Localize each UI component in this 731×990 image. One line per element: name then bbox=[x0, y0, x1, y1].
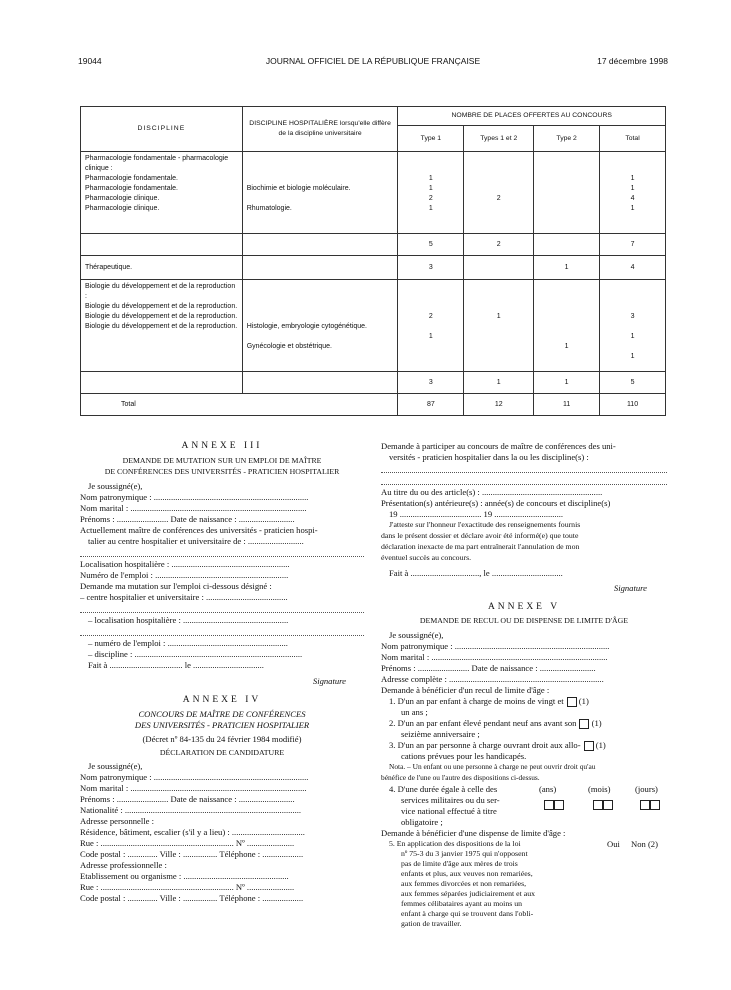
field-label: talier au centre hospitalier et universitaire de : bbox=[88, 536, 246, 546]
item-4-line-d: obligatoire ; bbox=[401, 817, 443, 827]
nota-line-2: bénéfice de l'une ou l'autre des dispositions ci-dessus. bbox=[381, 773, 540, 782]
demande-recul-label: Demande à bénéficier d'un recul de limite d'âge : bbox=[381, 685, 550, 695]
item-2-checkbox[interactable] bbox=[579, 719, 589, 729]
footnote-mark: (1) bbox=[595, 740, 606, 750]
item-5 bbox=[381, 839, 667, 929]
g1-discipline: Pharmacologie fondamentale - pharmacologie clinique : Pharmacologie fondamentale. Pharmacologie fondamentale. Pharmacologie clinique. Pharmacologie clinique. bbox=[81, 152, 243, 234]
field-label: Nº bbox=[235, 838, 245, 848]
field-label: 19 bbox=[483, 509, 493, 519]
a5-heading: DEMANDE DE RECUL OU DE DISPENSE DE LIMITE D'ÂGE bbox=[419, 616, 629, 625]
field-label: Prénoms : bbox=[381, 663, 416, 673]
field-label: Ville : bbox=[159, 849, 181, 859]
col-hospitaliere: DISCIPLINE HOSPITALIÈRE lorsqu'elle diffère de la discipline universitaire bbox=[242, 107, 398, 152]
journal-title: JOURNAL OFFICIEL DE LA RÉPUBLIQUE FRANÇAISE bbox=[265, 56, 481, 66]
atteste-line-2: dans le présent dossier et déclare avoir été informé(e) que toute bbox=[381, 531, 579, 540]
loc-hosp-field[interactable]: – localisation hospitalière : ................................................. bbox=[88, 615, 289, 625]
item-5-line-g: femmes célibataires ayant au moins un bbox=[401, 899, 523, 908]
field-label: – numéro de l'emploi : bbox=[88, 638, 166, 648]
a4-heading-1: CONCOURS DE MAÎTRE DE CONFÉRENCES bbox=[138, 709, 306, 719]
annexe-5-title: ANNEXE V bbox=[487, 602, 561, 612]
g1-types12: 2 bbox=[464, 152, 534, 234]
atteste-line-4: éventuel succès au concours. bbox=[381, 553, 472, 562]
digit-box[interactable] bbox=[650, 800, 660, 810]
item-5-line-h: enfant à charge qui se trouvent dans l'obli- bbox=[401, 909, 534, 918]
field-label: – centre hospitalier et universitaire : bbox=[80, 592, 204, 602]
total-types12: 12 bbox=[464, 394, 534, 416]
soussigne-label: Je soussigné(e), bbox=[389, 630, 444, 640]
item-5-line-f: aux femmes séparées judiciairement et aux bbox=[401, 889, 536, 898]
presentation-label: Présentation(s) antérieure(s) : année(s) de concours et discipline(s) bbox=[381, 498, 611, 508]
ans-label: (ans) bbox=[539, 784, 557, 794]
field-label: 19 bbox=[389, 509, 398, 519]
field-label: Date de naissance : bbox=[170, 514, 237, 524]
a4-heading-2: DES UNIVERSITÉS - PRATICIEN HOSPITALIER bbox=[134, 720, 310, 730]
jours-label: (jours) bbox=[635, 784, 658, 794]
field-label: – localisation hospitalière : bbox=[88, 615, 181, 625]
field-label: Fait à bbox=[389, 568, 409, 578]
item-5-line-d: enfants et plus, aux veuves non remariées, bbox=[401, 869, 533, 878]
digit-box[interactable] bbox=[554, 800, 564, 810]
signature-label: Signature bbox=[613, 583, 647, 593]
blank-line[interactable] bbox=[381, 463, 667, 473]
nom-patronymique-field[interactable]: Nom patronymique : ........................................................................ bbox=[80, 492, 309, 502]
col-type1: Type 1 bbox=[398, 126, 464, 152]
field-label: Adresse complète : bbox=[381, 674, 447, 684]
code-postal-field[interactable]: Code postal : .............. Ville : ................ Téléphone : ................... bbox=[80, 849, 304, 859]
item-4-line-c: vice national effectué à titre bbox=[401, 806, 497, 816]
field-label: le bbox=[184, 660, 191, 670]
atteste-line-3: déclaration inexacte de ma part entraînerait l'annulation de mon bbox=[381, 542, 580, 551]
digit-box[interactable] bbox=[544, 800, 554, 810]
field-label: – discipline : bbox=[88, 649, 133, 659]
g1-hosp: Biochimie et biologie moléculaire. Rhumatologie. bbox=[242, 152, 398, 234]
item-5-line-b: nº 75-3 du 3 janvier 1975 qui n'opposent bbox=[401, 849, 528, 858]
g3-discipline: Biologie du développement et de la reproduction : Biologie du développement et de la reproduction. Biologie du développement et de la reproduction. Biologie du développement et de la reproduction. bbox=[81, 280, 243, 372]
field-label: Ville : bbox=[159, 893, 181, 903]
item-4 bbox=[381, 784, 667, 828]
col-total: Total bbox=[600, 126, 666, 152]
field-label: Prénoms : bbox=[80, 794, 115, 804]
col-types12: Types 1 et 2 bbox=[464, 126, 534, 152]
adresse-pro-label: Adresse professionnelle : bbox=[80, 860, 167, 870]
a4-nom-marital-field[interactable]: Nom marital : .................................................................................. bbox=[80, 783, 307, 793]
g1-type1: 1 1 2 1 bbox=[398, 152, 464, 234]
a4-nom-patronymique-field[interactable]: Nom patronymique : ........................................................................ bbox=[80, 772, 309, 782]
total-label: Total bbox=[81, 394, 398, 416]
blank-line[interactable] bbox=[80, 547, 364, 557]
item-4-line-b: services militaires ou du ser- bbox=[401, 795, 500, 805]
item-1-cont: un ans ; bbox=[401, 707, 428, 717]
nationalite-field[interactable]: Nationalité : .................................................................................. bbox=[80, 805, 302, 815]
a5-adresse-field[interactable]: Adresse complète : ........................................................................ bbox=[381, 674, 604, 684]
localisation-field[interactable]: Localisation hospitalière : ....................................................... bbox=[80, 559, 290, 569]
nota-line-1: Nota. – Un enfant ou une personne à charge ne peut ouvrir droit qu'au bbox=[389, 762, 596, 771]
g1-sub-type1: 5 bbox=[398, 234, 464, 256]
field-label: Date de naissance : bbox=[471, 663, 538, 673]
g1-sub-types12: 2 bbox=[464, 234, 534, 256]
field-label: Résidence, bâtiment, escalier (s'il y a lieu) : bbox=[80, 827, 230, 837]
soussigne-label: Je soussigné(e), bbox=[88, 761, 143, 771]
total-type2: 11 bbox=[534, 394, 600, 416]
field-label: Nº bbox=[235, 882, 245, 892]
titre-article-field[interactable]: Au titre du ou des article(s) : ........................................................ bbox=[381, 487, 603, 497]
a5-nom-marital-field[interactable]: Nom marital : .................................................................................. bbox=[381, 652, 608, 662]
page-header bbox=[78, 56, 668, 70]
col-type2: Type 2 bbox=[534, 126, 600, 152]
field-label: Date de naissance : bbox=[170, 794, 237, 804]
prenoms-field[interactable]: Prénoms : ........................ Date de naissance : .......................... bbox=[80, 514, 295, 524]
g1-total: 1 1 4 1 bbox=[600, 152, 666, 234]
g3-total: 3 1 1 bbox=[600, 280, 666, 372]
total-total: 110 bbox=[600, 394, 666, 416]
item-2-text: 2. D'un an par enfant élevé pendant neuf ans avant son bbox=[389, 718, 577, 728]
digit-box[interactable] bbox=[640, 800, 650, 810]
field-label: Au titre du ou des article(s) : bbox=[381, 487, 480, 497]
item-3 bbox=[381, 740, 667, 751]
item-5-line-e: aux femmes divorcées et non remariées, bbox=[401, 879, 527, 888]
adresse-perso-label: Adresse personnelle : bbox=[80, 816, 154, 826]
digit-box[interactable] bbox=[593, 800, 603, 810]
field-label: Etablissement ou organisme : bbox=[80, 871, 182, 881]
footnote-mark: (1) bbox=[578, 696, 589, 706]
discipline-field[interactable]: – discipline : .............................................................................. bbox=[88, 649, 303, 659]
item-5-line-i: gation de travailler. bbox=[401, 919, 462, 928]
issue-date: 17 décembre 1998 bbox=[597, 56, 668, 66]
a4-prenoms-field[interactable]: Prénoms : ........................ Date de naissance : .......................... bbox=[80, 794, 295, 804]
col-places: NOMBRE DE PLACES OFFERTES AU CONCOURS bbox=[398, 107, 666, 126]
field-label: Nom patronymique : bbox=[80, 772, 152, 782]
digit-box[interactable] bbox=[603, 800, 613, 810]
item-1 bbox=[381, 696, 667, 707]
centre-field[interactable]: – centre hospitalier et universitaire : ...................................... bbox=[80, 592, 288, 602]
field-label: Rue : bbox=[80, 838, 99, 848]
right-column bbox=[381, 441, 667, 929]
item-3-checkbox[interactable] bbox=[584, 741, 594, 751]
actuellement-line-1: Actuellement maître de conférences des universités - praticien hospi- bbox=[80, 525, 318, 535]
ans-boxes[interactable] bbox=[541, 799, 564, 810]
annee-field[interactable]: 19 ...................................... 19 ................................ bbox=[389, 509, 564, 519]
g2-total: 4 bbox=[600, 256, 666, 280]
demande-participer-1: Demande à participer au concours de maître de conférences des uni- bbox=[381, 441, 616, 451]
field-label: le bbox=[483, 568, 490, 578]
g3-sub-type2: 1 bbox=[534, 372, 600, 394]
field-label: Rue : bbox=[80, 882, 99, 892]
g2-types12 bbox=[464, 256, 534, 280]
field-label: Nom patronymique : bbox=[80, 492, 152, 502]
a3-heading-1: DEMANDE DE MUTATION SUR UN EMPLOI DE MAÎTRE bbox=[122, 456, 322, 465]
rue-pro-field[interactable]: Rue : .............................................................. Nº ...................... bbox=[80, 882, 295, 892]
field-label: Nom marital : bbox=[80, 783, 129, 793]
code-postal-pro-field[interactable]: Code postal : .............. Ville : ................ Téléphone : ................... bbox=[80, 893, 304, 903]
col-discipline: DISCIPLINE bbox=[81, 107, 243, 152]
g3-sub-total: 5 bbox=[600, 372, 666, 394]
g3-hosp: Histologie, embryologie cytogénétique. Gynécologie et obstétrique. bbox=[242, 280, 398, 372]
residence-field[interactable]: Résidence, bâtiment, escalier (s'il y a lieu) : .................................. bbox=[80, 827, 305, 837]
g3-type1: 2 1 bbox=[398, 280, 464, 372]
item-4-line-a: 4. D'une durée égale à celle des bbox=[389, 784, 498, 794]
atteste-line-1: J'atteste sur l'honneur l'exactitude des renseignements fournis bbox=[389, 520, 581, 529]
demande-participer-2: versités - praticien hospitalier dans la ou les discipline(s) : bbox=[389, 452, 589, 462]
etablissement-field[interactable]: Etablissement ou organisme : ................................................. bbox=[80, 871, 289, 881]
declaration-heading: DÉCLARATION DE CANDIDATURE bbox=[159, 748, 285, 757]
a3-heading-2: DE CONFÉRENCES DES UNIVERSITÉS - PRATICIEN HOSPITALIER bbox=[104, 467, 340, 476]
soussigne-label: Je soussigné(e), bbox=[88, 481, 143, 491]
mois-boxes[interactable] bbox=[590, 799, 613, 810]
item-5-line-a: 5. En application des dispositions de la loi bbox=[389, 839, 521, 848]
oui-option[interactable]: Oui bbox=[607, 839, 620, 849]
numero-emploi-field[interactable]: Numéro de l'emploi : .............................................................. bbox=[80, 570, 289, 580]
g2-discipline: Thérapeutique. bbox=[81, 256, 243, 280]
mois-label: (mois) bbox=[588, 784, 611, 794]
a5-nom-patronymique-field[interactable]: Nom patronymique : ........................................................................ bbox=[381, 641, 610, 651]
item-1-text: 1. D'un an par enfant à charge de moins de vingt et bbox=[389, 696, 564, 706]
field-label: Code postal : bbox=[80, 893, 126, 903]
field-label: Fait à bbox=[88, 660, 108, 670]
footnote-mark: (1) bbox=[591, 718, 602, 728]
fait-a-field[interactable]: Fait à .................................. le ................................. bbox=[88, 660, 264, 670]
left-column bbox=[80, 441, 364, 904]
nom-marital-field[interactable]: Nom marital : .................................................................................. bbox=[80, 503, 307, 513]
g1-type2 bbox=[534, 152, 600, 234]
item-3-text: 3. D'un an par personne à charge ouvrant droit aux allo- bbox=[389, 740, 581, 750]
total-type1: 87 bbox=[398, 394, 464, 416]
annexe-4-title: ANNEXE IV bbox=[182, 695, 262, 705]
g3-types12: 1 bbox=[464, 280, 534, 372]
g2-type2: 1 bbox=[534, 256, 600, 280]
g3-type2: 1 bbox=[534, 280, 600, 372]
field-label: Téléphone : bbox=[219, 893, 261, 903]
g3-sub-types12: 1 bbox=[464, 372, 534, 394]
signature-label: Signature bbox=[312, 676, 346, 686]
blank-line[interactable] bbox=[80, 626, 364, 636]
blank-line[interactable] bbox=[80, 603, 364, 613]
num-emploi-field[interactable]: – numéro de l'emploi : ........................................................ bbox=[88, 638, 288, 648]
page-number: 19044 bbox=[78, 56, 102, 66]
demande-mutation: Demande ma mutation sur l'emploi ci-dessous désigné : bbox=[80, 581, 272, 591]
field-label: Localisation hospitalière : bbox=[80, 559, 170, 569]
field-label: Code postal : bbox=[80, 849, 126, 859]
item-1-checkbox[interactable] bbox=[567, 697, 577, 707]
actuellement-field[interactable]: talier au centre hospitalier et universitaire de : .......................... bbox=[88, 536, 304, 546]
decret-ref: (Décret nº 84-135 du 24 février 1984 modifié) bbox=[142, 734, 302, 744]
field-label: Téléphone : bbox=[219, 849, 261, 859]
a5-prenoms-field[interactable]: Prénoms : ........................ Date de naissance : .......................... bbox=[381, 663, 596, 673]
g1-sub-total: 7 bbox=[600, 234, 666, 256]
places-table bbox=[80, 106, 666, 416]
demande-dispense-label: Demande à bénéficier d'une dispense de limite d'âge : bbox=[381, 828, 566, 838]
g2-type1: 3 bbox=[398, 256, 464, 280]
r-fait-a-field[interactable]: Fait à ................................, le ................................. bbox=[389, 568, 563, 578]
field-label: Nationalité : bbox=[80, 805, 123, 815]
field-label: Nom patronymique : bbox=[381, 641, 453, 651]
rue-field[interactable]: Rue : .............................................................. Nº ...................... bbox=[80, 838, 295, 848]
non-option[interactable]: Non (2) bbox=[631, 839, 658, 849]
annexe-3-title: ANNEXE III bbox=[181, 441, 263, 451]
blank-line[interactable] bbox=[381, 475, 667, 485]
jours-boxes[interactable] bbox=[637, 799, 660, 810]
field-label: Numéro de l'emploi : bbox=[80, 570, 153, 580]
item-2-cont: seizième anniversaire ; bbox=[401, 729, 480, 739]
field-label: Nom marital : bbox=[80, 503, 129, 513]
g3-sub-type1: 3 bbox=[398, 372, 464, 394]
item-3-cont: cations prévues pour les handicapés. bbox=[401, 751, 527, 761]
g1-sub-type2 bbox=[534, 234, 600, 256]
item-2 bbox=[381, 718, 667, 729]
field-label: Nom marital : bbox=[381, 652, 430, 662]
field-label: Prénoms : bbox=[80, 514, 115, 524]
item-5-line-c: pas de limite d'âge aux mères de trois bbox=[401, 859, 518, 868]
